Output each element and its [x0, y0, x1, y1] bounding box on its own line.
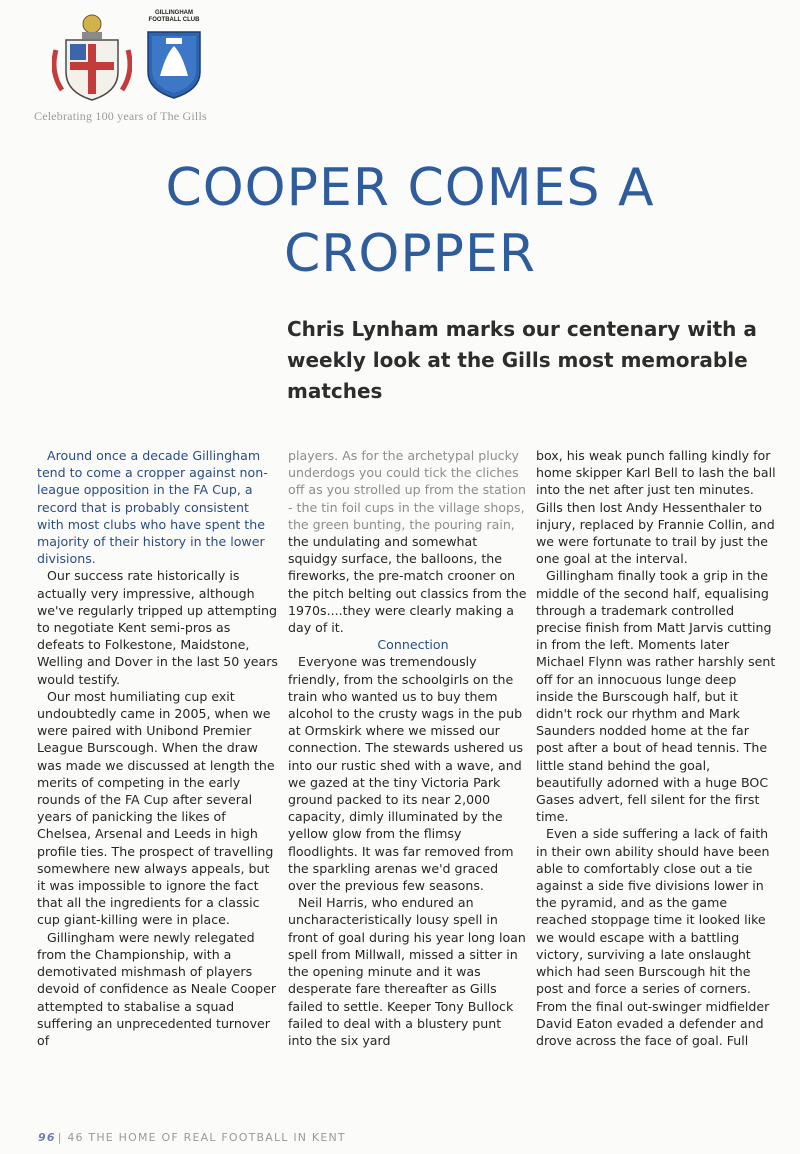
- section-subhead: Connection: [377, 637, 449, 653]
- article-column-2: [288, 447, 528, 1049]
- club-badge-icon: [144, 16, 204, 100]
- logos: [52, 10, 212, 110]
- intro-paragraph: Around once a decade Gillingham tend to come a cropper against non-league opposition in the FA Cup, a record that is probably consistent with most clubs who have spent the majority of their history in the lower divisions.: [37, 448, 268, 567]
- body-paragraph: [288, 447, 528, 636]
- body-paragraph: Gillingham were newly relegated from the Championship, with a demotivated mishmash of players devoid of confidence as Neale Cooper attempted to stabalise a squad suffering an unprecedented turnover of: [37, 929, 277, 1048]
- body-paragraph: box, his weak punch falling kindly for home skipper Karl Bell to lash the ball into the net after just ten minutes. Gills then lost Andy Hessenthaler to injury, replaced by Frannie Collin, and we were fortunate to trail by just the one goal at the interval.: [536, 448, 776, 567]
- standfirst: Chris Lynham marks our centenary with a weekly look at the Gills most memorable matches: [287, 317, 757, 403]
- body-paragraph: Our success rate historically is actually very impressive, although we've regularly tripped up attempting to negotiate Kent semi-pros as defeats to Folkestone, Maidstone, Welling and Dover in the last 50 years would testify.: [37, 568, 278, 687]
- footer-text: | 46 THE HOME OF REAL FOOTBALL IN KENT: [57, 1131, 346, 1144]
- magazine-logo: 96: [38, 1131, 56, 1144]
- faded-text: players. As for the archetypal plucky underdogs you could tick the cliches off as you strolled up from the station - the tin foil cups in the village shops, the green bunting, the pouring rain,: [288, 448, 526, 532]
- club-badge-label: GILLINGHAM FOOTBALL CLUB: [148, 10, 200, 23]
- body-paragraph: Gillingham finally took a grip in the middle of the second half, equalising through a trademark controlled precise finish from Matt Jarvis cutting in from the left. Moments later Michael Flynn was rather harshly sent off for an innocuous lunge deep inside the Burscough half, but it didn't rock our rhythm and Mark Saunders nodded home at the far post after a bout of head tennis. The little stand behind the goal, beautifully adorned with a huge BOC Gases advert, fell silent for the first time.: [536, 568, 776, 825]
- body-paragraph: Everyone was tremendously friendly, from the schoolgirls on the train who wanted us to buy them alcohol to the crusty wags in the pub at Ormskirk where we missed our connection. The stewards ushered us into our rustic shed with a wave, and we gazed at the tiny Victoria Park ground packed to its near 2,000 capacity, dimly illuminated by the yellow glow from the flimsy floodlights. It was far removed from the sparkling arenas we'd graced over the previous few seasons.: [288, 654, 524, 894]
- body-paragraph: Neil Harris, who endured an uncharacteristically lousy spell in front of goal during his year long loan spell from Millwall, missed a sitter in the opening minute and it was desperate fare thereafter as Gills failed to settle. Keeper Tony Bullock failed to deal with a blustery punt into the six yard: [288, 895, 526, 1048]
- article-column-3: [536, 447, 776, 1049]
- page-footer: [38, 1131, 346, 1144]
- article-column-1: [37, 447, 279, 1049]
- tagline: Celebrating 100 years of The Gills: [34, 109, 207, 123]
- body-paragraph: Even a side suffering a lack of faith in their own ability should have been able to comfortably close out a tie against a side five divisions lower in the pyramid, and as the game reached stoppage time it looked like we would escape with a battling victory, surviving a late onslaught which had seen Burscough hit the post and force a series of corners. From the final out-swinger midfielder David Eaton evaded a defender and drove across the face of goal. Full: [536, 826, 770, 1048]
- body-paragraph: Our most humiliating cup exit undoubtedly came in 2005, when we were paired with Unibond Premier League Burscough. When the draw was made we discussed at length the merits of competing in the early rounds of the FA Cup after several years of panicking the likes of Chelsea, Arsenal and Leeds in high profile ties. The prospect of travelling somewhere new always appeals, but it was impossible to ignore the fact that all the ingredients for a classic cup giant-killing were in place.: [37, 688, 275, 928]
- body-text: the undulating and somewhat squidgy surface, the balloons, the fireworks, the pre-match crooner on the pitch belting out classics from the 1970s....they were clearly making a day of it.: [288, 534, 527, 636]
- borough-crest-icon: [52, 10, 132, 105]
- headline: COOPER COMES A CROPPER: [165, 158, 655, 284]
